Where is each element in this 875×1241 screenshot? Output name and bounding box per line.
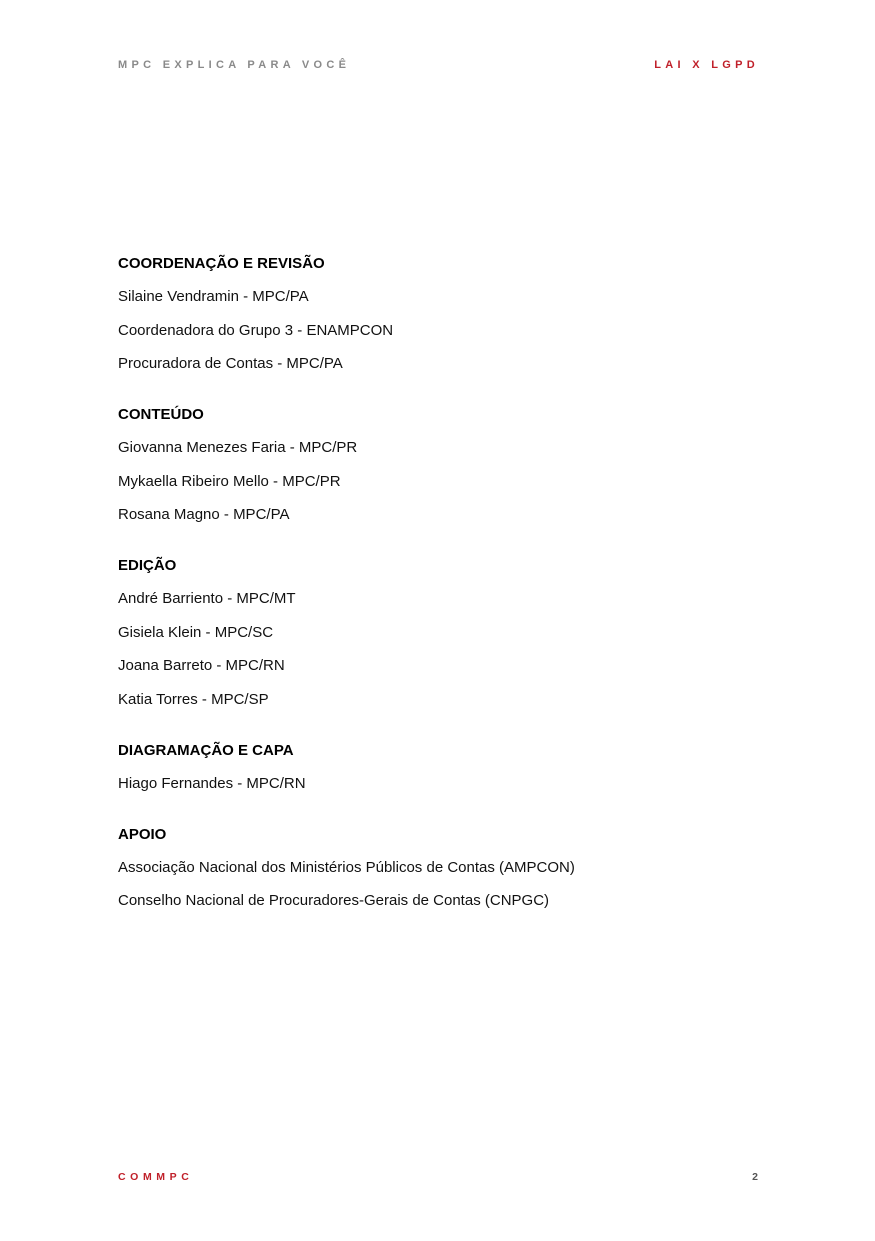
credit-line: Katia Torres - MPC/SP [118,690,269,708]
section-title: CONTEÚDO [118,406,204,423]
running-header-topic: LAI X LGPD [654,59,759,71]
credit-line: Gisiela Klein - MPC/SC [118,623,274,641]
credit-line: Hiago Fernandes - MPC/RN [118,774,306,792]
credits-section-content [118,405,768,525]
running-header-title: MPC EXPLICA PARA VOCÊ [118,59,351,71]
section-title: EDIÇÃO [118,557,177,574]
credit-line: André Barriento - MPC/MT [118,590,296,607]
page-number: 2 [752,1171,758,1183]
credits-section-support [118,825,768,912]
section-title: APOIO [118,825,167,843]
credit-line: Giovanna Menezes Faria - MPC/PR [118,439,358,456]
credit-line: Mykaella Ribeiro Mello - MPC/PR [118,472,341,490]
section-title: COORDENAÇÃO E REVISÃO [118,255,325,272]
footer-org: COMMPC [118,1171,194,1183]
credits-section-coordination [118,254,768,374]
credit-line: Procuradora de Contas - MPC/PA [118,355,343,372]
credit-line: Coordenadora do Grupo 3 - ENAMPCON [118,321,394,339]
credits-section-editing [118,556,768,710]
section-title: DIAGRAMAÇÃO E CAPA [118,741,294,759]
credits-content [118,254,768,942]
credits-section-layout [118,741,768,794]
credit-line: Silaine Vendramin - MPC/PA [118,288,309,305]
credit-line: Associação Nacional dos Ministérios Públicos de Contas (AMPCON) [118,858,575,876]
credit-line: Conselho Nacional de Procuradores-Gerais de Contas (CNPGC) [118,892,550,909]
credit-line: Joana Barreto - MPC/RN [118,657,285,674]
credit-line: Rosana Magno - MPC/PA [118,506,290,523]
